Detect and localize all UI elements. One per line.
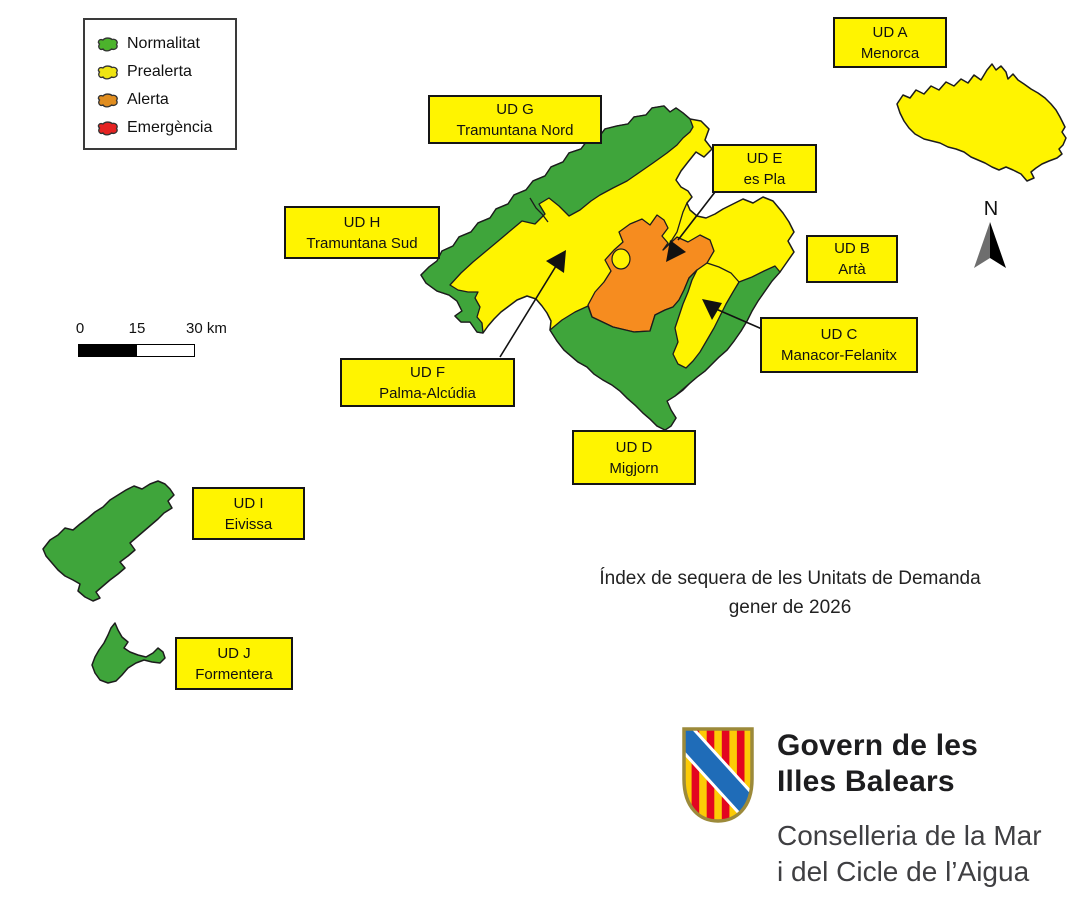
- label-region: Migjorn: [609, 459, 659, 477]
- label-code: UD J: [217, 644, 251, 662]
- label-region: Artà: [838, 261, 866, 278]
- legend-item-emergencia: [96, 114, 235, 142]
- label-ud-g-tramuntana-nord: [428, 95, 602, 144]
- label-ud-h-tramuntana-sud: [284, 206, 440, 259]
- map-title: [540, 564, 1040, 622]
- label-ud-a-menorca: [833, 17, 947, 68]
- label-region: Eivissa: [224, 515, 273, 533]
- scale-tick-15: 15: [128, 320, 146, 337]
- north-label: N: [983, 198, 999, 220]
- label-code: UD G: [496, 100, 534, 118]
- label-ud-j-formentera: [175, 637, 293, 690]
- label-code: UD E: [746, 149, 783, 167]
- legend-label: Emergència: [127, 119, 213, 136]
- scale-bar: [78, 344, 195, 357]
- label-region: Tramuntana Nord: [456, 121, 574, 139]
- label-ud-c-manacor-felanitx: [760, 317, 918, 373]
- alerta-blob-icon: [96, 92, 120, 108]
- label-ud-f-palma-alcudia: [340, 358, 515, 407]
- menorca-island: [897, 64, 1066, 181]
- map-title-line1: Índex de sequera de les Unitats de Demanda: [599, 568, 981, 589]
- legend-item-alerta: [96, 86, 235, 114]
- legend-item-prealerta: [96, 58, 235, 86]
- scale-tick-30km: 30 km: [186, 320, 227, 337]
- label-ud-i-eivissa: [192, 487, 305, 540]
- prealerta-blob-icon: [96, 64, 120, 80]
- label-region: Menorca: [860, 44, 920, 62]
- formentera-island: [92, 623, 165, 683]
- conselleria-line1: Conselleria de la Mar: [777, 820, 1042, 851]
- label-code: UD I: [233, 494, 264, 512]
- scale-tick-0: 0: [75, 320, 85, 337]
- legend-item-normalitat: [96, 30, 235, 58]
- label-ud-d-migjorn: [572, 430, 696, 485]
- govern-shield-icon: [679, 724, 757, 826]
- legend-label: Alerta: [127, 91, 169, 108]
- label-code: UD B: [834, 240, 870, 257]
- label-region: es Pla: [743, 170, 786, 188]
- govern-name: [777, 728, 978, 800]
- label-code: UD A: [872, 23, 908, 41]
- govern-name-line1: Govern de les: [777, 729, 979, 762]
- north-arrow-icon: [974, 222, 1006, 268]
- label-region: Palma-Alcúdia: [379, 384, 476, 402]
- govern-name-line2: Illes Balears: [777, 765, 955, 798]
- govern-logo: [679, 722, 1078, 900]
- conselleria-name: [777, 818, 1042, 890]
- map-title-line2: gener de 2026: [728, 597, 852, 618]
- label-region: Manacor-Felanitx: [781, 347, 897, 364]
- label-code: UD F: [410, 363, 445, 381]
- legend: [83, 18, 237, 150]
- label-region: Formentera: [195, 665, 273, 683]
- label-code: UD H: [343, 213, 381, 231]
- label-code: UD C: [820, 326, 858, 343]
- label-ud-b-arta: [806, 235, 898, 283]
- emergencia-blob-icon: [96, 120, 120, 136]
- label-code: UD D: [615, 438, 653, 456]
- scale-bar-filled-half: [79, 345, 137, 356]
- label-ud-e-es-pla: [712, 144, 817, 193]
- label-region: Tramuntana Sud: [306, 234, 418, 252]
- normalitat-blob-icon: [96, 36, 120, 52]
- enclave-in-es-pla: [612, 249, 630, 269]
- conselleria-line2: i del Cicle de l’Aigua: [777, 856, 1030, 887]
- eivissa-island: [43, 481, 174, 601]
- legend-label: Prealerta: [127, 63, 192, 80]
- legend-label: Normalitat: [127, 35, 200, 52]
